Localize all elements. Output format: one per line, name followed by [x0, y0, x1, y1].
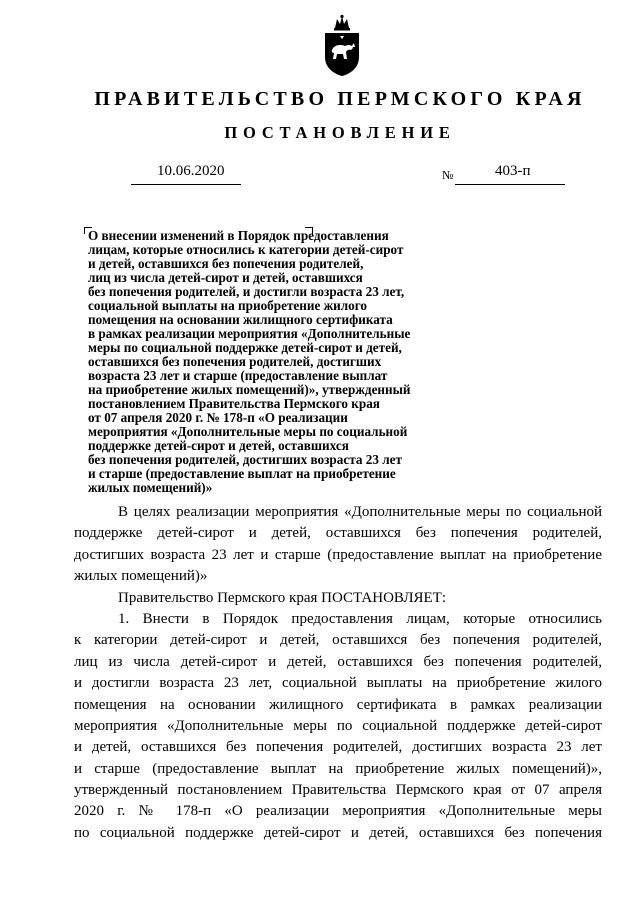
- document-type: ПОСТАНОВЛЕНИЕ: [224, 123, 456, 142]
- government-title: ПРАВИТЕЛЬСТВО ПЕРМСКОГО КРАЯ: [94, 88, 586, 110]
- subject-line: в рамках реализации мероприятия «Дополнительные: [88, 326, 411, 341]
- coat-of-arms-emblem: [318, 14, 366, 78]
- body-line: лиц из числа детей-сирот и детей, оставшихся без попечения родителей,: [74, 653, 602, 670]
- body-line: 1. Внести в Порядок предоставления лицам, которые относились: [118, 610, 602, 627]
- number-sign: №: [442, 168, 454, 182]
- subject-line: на приобретение жилых помещений)», утвержденный: [88, 382, 411, 397]
- subject-line: лицам, которые относились к категории детей-сирот: [88, 242, 404, 257]
- body-line: по социальной поддержке детей-сирот и детей, оставшихся без попечения: [74, 824, 602, 841]
- body-line: и детей, оставшихся без попечения родителей, достигших возраста 23 лет: [74, 739, 602, 756]
- subject-line: без попечения родителей, и достигли возраста 23 лет,: [88, 284, 405, 299]
- body-line: мероприятия «Дополнительные меры по социальной поддержке детей-сирот: [74, 717, 602, 734]
- body-line: к категории детей-сирот и детей, оставшихся без попечения родителей,: [74, 632, 602, 649]
- subject-line: возраста 23 лет и старше (предоставление выплат: [88, 368, 388, 383]
- subject-line: социальной выплаты на приобретение жилого: [88, 298, 368, 313]
- subject-line: и детей, оставшихся без попечения родителей,: [88, 256, 364, 271]
- body-line: и достигли возраста 23 лет, социальной выплаты на приобретение жилого: [74, 675, 602, 692]
- subject-line: без попечения родителей, достигших возраста 23 лет: [88, 452, 402, 467]
- subject-line: жилых помещений)»: [88, 480, 213, 495]
- subject-line: мероприятия «Дополнительные меры по социальной: [88, 424, 408, 439]
- body-line: жилых помещений)»: [74, 568, 208, 585]
- body-line: В целях реализации мероприятия «Дополнительные меры по социальной: [118, 504, 602, 520]
- document-number: 403-п: [495, 163, 531, 179]
- date-field: [131, 160, 241, 185]
- body-line: достигших возраста 23 лет и старше (предоставление выплат на приобретение: [74, 546, 602, 563]
- body-line: 2020 г. № 178-п «О реализации мероприятия «Дополнительные меры: [74, 803, 602, 820]
- subject-line: от 07 апреля 2020 г. № 178-п «О реализации: [88, 410, 348, 425]
- subject-line: помещения на основании жилищного сертификата: [88, 312, 393, 327]
- body-line: помещения на основании жилищного сертификата в рамках реализации: [74, 696, 602, 713]
- document-date: 10.06.2020: [157, 163, 225, 179]
- subject-line: лиц из числа детей-сирот и детей, оставшихся: [88, 270, 363, 285]
- subject-line: и старше (предоставление выплат на приобретение: [88, 466, 396, 481]
- body-line: Правительство Пермского края ПОСТАНОВЛЯЕТ:: [118, 589, 447, 606]
- body-line: утвержденный постановлением Правительства Пермского края от 07 апреля: [74, 782, 602, 799]
- body-line: поддержке детей-сирот и детей, оставшихся без попечения родителей,: [74, 525, 602, 542]
- subject-line: постановлением Правительства Пермского края: [88, 396, 380, 411]
- subject-line: оставшихся без попечения родителей, достигших: [88, 354, 382, 369]
- number-field: [455, 160, 565, 185]
- document-body: [74, 502, 602, 844]
- document-subject: [88, 229, 508, 495]
- subject-line: меры по социальной поддержке детей-сирот и детей,: [88, 340, 402, 355]
- body-line: и старше (предоставление выплат на приобретение жилых помещений)»,: [74, 760, 602, 777]
- subject-line: поддержке детей-сирот и детей, оставшихся: [88, 438, 349, 453]
- subject-line: О внесении изменений в Порядок предоставления: [88, 228, 389, 243]
